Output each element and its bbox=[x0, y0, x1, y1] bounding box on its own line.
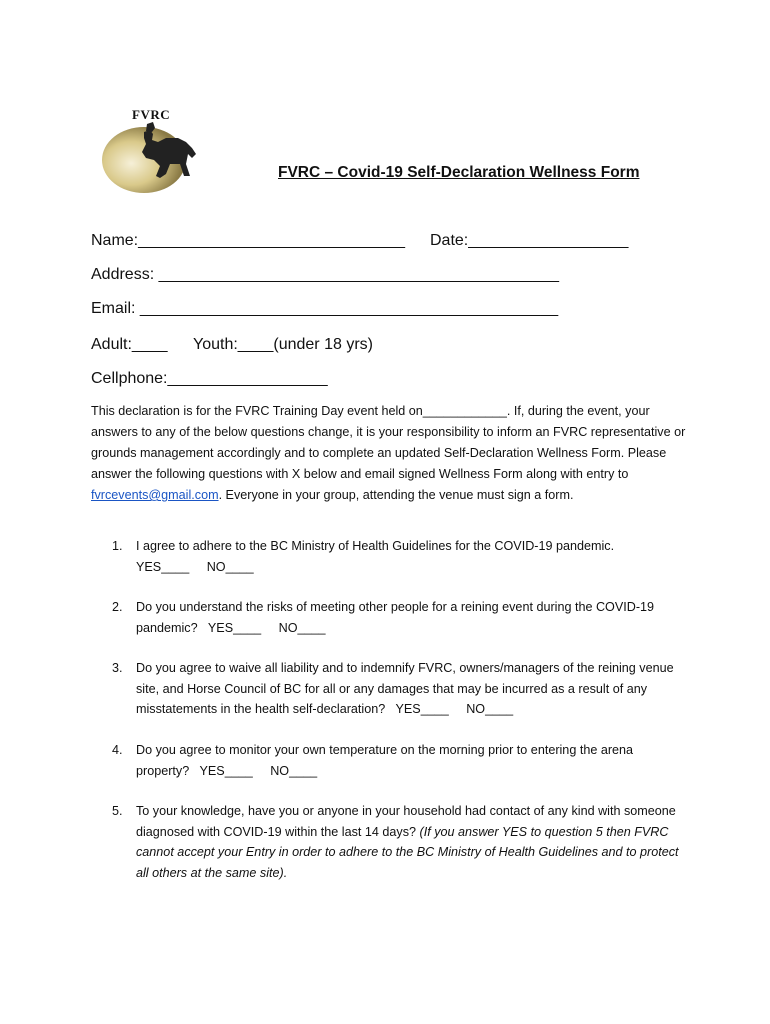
declaration-text: This declaration is for the FVRC Training Day event held on____________. If, during the event, your answers to any of the below questions change, it is your responsibility to inform an FVRC representative or grounds management accordingly and to complete an updated Self-Declaration Wellness Form. Please answer the following questions with X below and email signed Wellness Form along with entry to bbox=[91, 404, 686, 481]
yes-no-answer[interactable]: YES____ NO____ bbox=[385, 702, 514, 717]
question-text: I agree to adhere to the BC Ministry of Health Guidelines for the COVID-19 pandemic. bbox=[136, 539, 615, 553]
name-field[interactable]: Name:______________________________ bbox=[91, 232, 406, 249]
page-title: FVRC – Covid-19 Self-Declaration Wellness Form bbox=[278, 164, 640, 181]
question-text: To your knowledge, have you or anyone in your household had contact of any kind with someone diagnosed with COVID-19 within the last 14 days? bbox=[136, 804, 676, 839]
question-number: 4. bbox=[112, 743, 123, 757]
email-field[interactable]: Email: _______________________________________________ bbox=[91, 300, 559, 317]
adult-field[interactable]: Adult:____ bbox=[91, 336, 168, 353]
question-text: Do you agree to monitor your own temperature on the morning prior to entering the arena property? bbox=[136, 743, 634, 778]
address-field[interactable]: Address: _____________________________________________ bbox=[91, 266, 560, 283]
yes-no-answer[interactable]: YES____ NO____ bbox=[189, 763, 318, 778]
fvrc-logo bbox=[100, 104, 204, 196]
yes-no-answer[interactable]: YES____ NO____ bbox=[136, 559, 254, 574]
question-number: 5. bbox=[112, 804, 123, 818]
cellphone-field[interactable]: Cellphone:__________________ bbox=[91, 370, 328, 387]
logo-text: FVRC bbox=[132, 107, 171, 122]
question-number: 3. bbox=[112, 661, 123, 675]
question-number: 2. bbox=[112, 600, 123, 614]
declaration-text-end: . Everyone in your group, attending the venue must sign a form. bbox=[218, 488, 574, 502]
declaration-paragraph bbox=[91, 401, 691, 506]
question-text: Do you agree to waive all liability and to indemnify FVRC, owners/managers of the reining venue site, and Horse Council of BC for all or any damages that may be incurred as a result of any misstatements in the health self-declaration? bbox=[136, 661, 674, 717]
email-link[interactable]: fvrcevents@gmail.com bbox=[91, 488, 219, 502]
question-note: (If you answer YES to question 5 then FVRC cannot accept your Entry in order to adhere to the BC Ministry of Health Guidelines and to protect all others at the same site). bbox=[136, 824, 679, 880]
question-number: 1. bbox=[112, 539, 123, 553]
youth-field[interactable]: Youth:____(under 18 yrs) bbox=[193, 336, 373, 353]
question-text: Do you understand the risks of meeting other people for a reining event during the COVID-19 pandemic? bbox=[136, 600, 655, 635]
yes-no-answer[interactable]: YES____ NO____ bbox=[197, 620, 326, 635]
date-field[interactable]: Date:__________________ bbox=[430, 232, 629, 249]
